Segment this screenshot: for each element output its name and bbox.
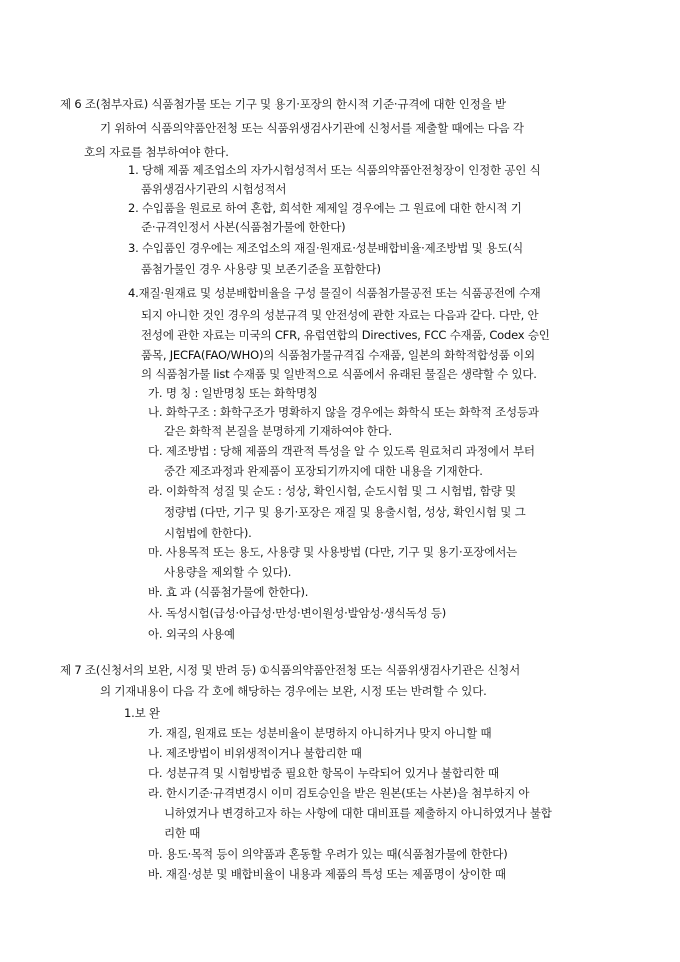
- article-6-heading-line-3: 호의 자료를 첨부하여야 한다.: [84, 145, 229, 159]
- subitem-da-line-1: 다. 제조방법 : 당해 제품의 객관적 특성을 알 수 있도록 원료처리 과정에서 부터: [148, 444, 535, 458]
- article-7-subitem-ra-line-1: 라. 한시기준·규격변경시 이미 검토승인을 받은 원본(또는 사본)을 첨부하지 아: [148, 786, 530, 800]
- subitem-ra-line-1: 라. 이화학적 성질 및 순도 : 성상, 확인시험, 순도시험 및 그 시험법, 함량 및: [148, 484, 516, 498]
- article-6-item-2-line-2: 준·규격인정서 사본(식품첨가물에 한한다): [141, 220, 346, 234]
- article-7-subitem-ra-line-3: 리한 때: [164, 826, 201, 840]
- article-7-subitem-ra-line-2: 니하였거나 변경하고자 하는 사항에 대한 대비표를 제출하지 아니하였거나 불합: [164, 806, 552, 820]
- article-6-item-4-line-4: 품목, JECFA(FAO/WHO)의 식품첨가물규격집 수재품, 일본의 화학적합성품 이외: [141, 348, 535, 362]
- article-7-heading-line-2: 의 기재내용이 다음 각 호에 해당하는 경우에는 보완, 시정 또는 반려할 수 있다.: [100, 684, 487, 698]
- article-6-item-4-line-2: 되지 아니한 것인 경우의 성분규격 및 안전성에 관한 자료는 다음과 같다. 다만, 안: [141, 308, 539, 322]
- subitem-a: 아. 외국의 사용예: [148, 627, 235, 641]
- article-6-item-4-line-5: 의 식품첨가물 list 수재품 및 일반적으로 식품에서 유래된 물질은 생략할 수 있다.: [141, 367, 537, 381]
- article-6-item-1-line-2: 품위생검사기관의 시험성적서: [141, 182, 287, 196]
- subitem-ma-line-2: 사용량을 제외할 수 있다).: [164, 565, 292, 579]
- subitem-da-line-2: 중간 제조과정과 완제품이 포장되기까지에 대한 내용을 기재한다.: [164, 464, 483, 478]
- subitem-ba: 바. 효 과 (식품첨가물에 한한다).: [148, 585, 309, 599]
- subitem-ma-line-1: 마. 사용목적 또는 용도, 사용량 및 사용방법 (다만, 기구 및 용기·포장에서는: [148, 545, 518, 559]
- subitem-na-line-2: 같은 화학적 본질을 분명하게 기재하여야 한다.: [164, 424, 393, 438]
- article-7-subitem-ga: 가. 재질, 원재료 또는 성분비율이 분명하지 아니하거나 맞지 아니할 때: [148, 726, 492, 740]
- article-6-item-4-line-3: 전성에 관한 자료는 미국의 CFR, 유럽연합의 Directives, FCC 수재품, Codex 승인: [141, 328, 550, 342]
- article-7-subitem-ba: 바. 재질·성분 및 배합비율이 내용과 제품의 특성 또는 제품명이 상이한 때: [148, 867, 506, 881]
- article-7-subitem-da: 다. 성분규격 및 시험방법중 필요한 항목이 누락되어 있거나 불합리한 때: [148, 766, 499, 780]
- article-7-subitem-na: 나. 제조방법이 비위생적이거나 불합리한 때: [148, 746, 362, 760]
- article-6-item-3-line-1: 3. 수입품인 경우에는 제조업소의 재질·원재료·성분배합비율·제조방법 및 용도(식: [128, 241, 524, 255]
- subitem-ra-line-2: 정량법 (다만, 기구 및 용기·포장은 재질 및 용출시험, 성상, 확인시험 및 그: [164, 505, 526, 519]
- article-6-item-2-line-1: 2. 수입품을 원료로 하여 혼합, 희석한 제제일 경우에는 그 원료에 대한 한시적 기: [128, 201, 522, 215]
- subitem-ga: 가. 명 칭 : 일반명칭 또는 화학명칭: [148, 386, 318, 400]
- article-6-heading-line-1: 제 6 조(첨부자료) 식품첨가물 또는 기구 및 용기·포장의 한시적 기준·규격에 대한 인정을 받: [60, 97, 506, 111]
- article-6-heading-line-2: 기 위하여 식품의약품안전청 또는 식품위생검사기관에 신청서를 제출할 때에는 다음 각: [100, 121, 524, 135]
- article-6-item-1-line-1: 1. 당해 제품 제조업소의 자가시험성적서 또는 식품의약품안전청장이 인정한 공인 식: [128, 163, 541, 177]
- article-7-subitem-ma: 마. 용도·목적 등이 의약품과 혼동할 우려가 있는 때(식품첨가물에 한한다): [148, 847, 508, 861]
- article-6-item-4-line-1: 4.재질·원재료 및 성분배합비율을 구성 물질이 식품첨가물공전 또는 식품공전에 수재: [128, 286, 541, 300]
- subitem-na-line-1: 나. 화학구조 : 화학구조가 명확하지 않을 경우에는 화학식 또는 화학적 조성등과: [148, 405, 539, 419]
- subitem-ra-line-3: 시험법에 한한다).: [164, 526, 252, 540]
- subitem-sa: 사. 독성시험(급성·아급성·만성·변이원성·발암성·생식독성 등): [148, 606, 447, 620]
- article-6-item-3-line-2: 품첨가물인 경우 사용량 및 보존기준을 포함한다): [141, 262, 381, 276]
- article-7-item-1-label: 1.보 완: [124, 706, 160, 720]
- article-7-heading-line-1: 제 7 조(신청서의 보완, 시정 및 반려 등) ①식품의약품안전청 또는 식품위생검사기관은 신청서: [60, 663, 520, 677]
